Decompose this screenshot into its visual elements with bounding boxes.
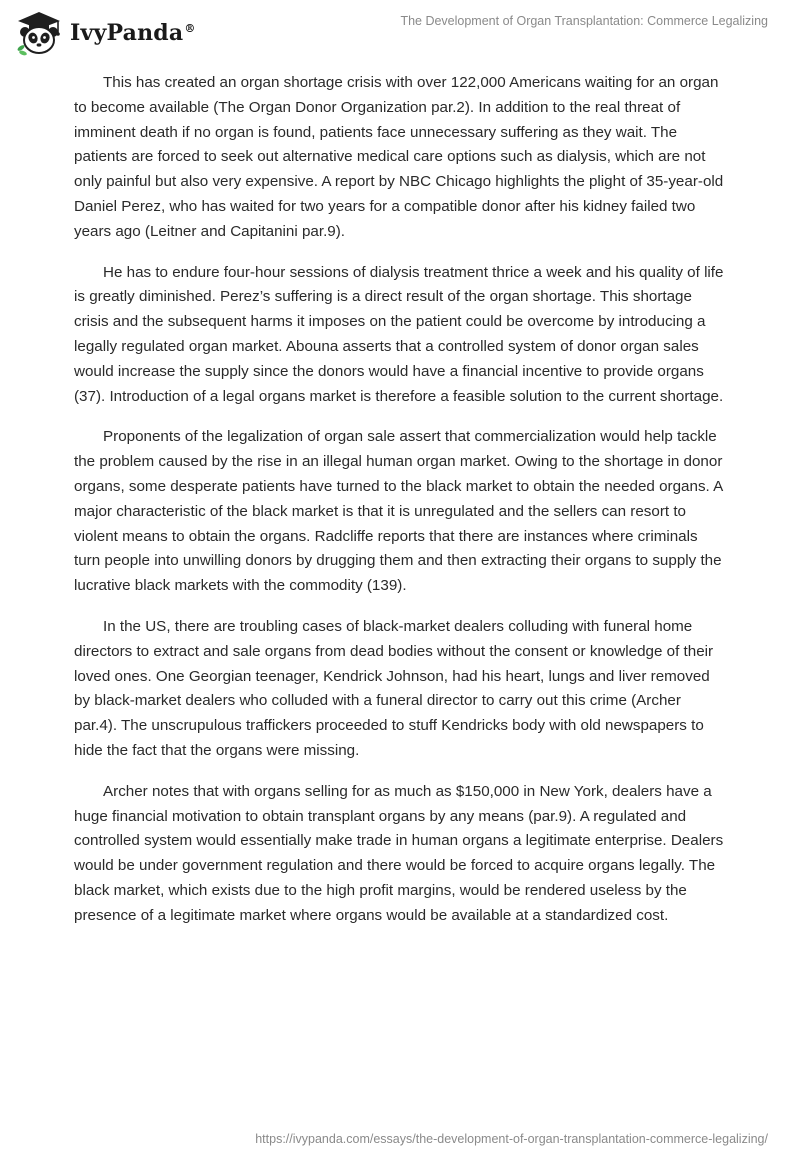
paragraph: He has to endure four-hour sessions of dialysis treatment thrice a week and his quality of life is greatly diminished. Perez’s suffering is a direct result of the organ shortage. This shortage crisis and the subsequent harms it imposes on the patient could be overcome by introducing a legally regulated organ market. Abouna asserts that a controlled system of donor organ sales would increase the supply since the donors would have a financial incentive to provide organs (37). Introduction of a legal organs market is therefore a feasible solution to the current shortage. [74, 263, 724, 405]
paragraph: This has created an organ shortage crisis with over 122,000 Americans waiting for an organ to become available (The Organ Donor Organization par.2). In addition to the real threat of imminent death if no organ is found, patients face unnecessary suffering as they wait. The patients are forced to seek out alternative medical care options such as dialysis, which are not only painful but also very expensive. A report by NBC Chicago highlights the plight of 35-year-old Daniel Perez, who has waited for two years for a compatible donor after his kidney failed two years ago (Leitner and Capitanini par.9). [74, 74, 724, 240]
paragraph: Archer notes that with organs selling for as much as $150,000 in New York, dealers have a huge financial motivation to obtain transplant organs by any means (par.9). A regulated and controlled system would essentially make trade in human organs a legitimate enterprise. Dealers would be under government regulation and there would be forced to acquire organs legally. The black market, which exists due to the high profit margins, would be rendered useless by the presence of a legitimate market where organs would be available at a standardized cost. [74, 782, 724, 924]
panda-graduation-cap-icon [14, 8, 64, 58]
page-header [0, 0, 800, 60]
essay-body [74, 71, 726, 945]
paragraph: In the US, there are troubling cases of black-market dealers colluding with funeral home directors to extract and sale organs from dead bodies without the consent or knowledge of their loved ones. One Georgian teenager, Kendrick Johnson, had his heart, lungs and liver removed by black-market dealers who colluded with a funeral director to carry out this crime (Archer par.4). The unscrupulous traffickers proceeded to stuff Kendricks body with old newspapers to hide the fact that the organs were missing. [74, 617, 714, 759]
brand-name: IvyPanda® [70, 20, 196, 46]
ivypanda-logo[interactable] [14, 8, 196, 58]
document-title: The Development of Organ Transplantation: Commerce Legalizing [400, 14, 768, 28]
source-url[interactable]: https://ivypanda.com/essays/the-development-of-organ-transplantation-commerce-legalizing/ [255, 1132, 768, 1146]
paragraph: Proponents of the legalization of organ sale assert that commercialization would help tackle the problem caused by the rise in an illegal human organ market. Owing to the shortage in donor organs, some desperate patients have turned to the black market to obtain the needed organs. A major characteristic of the black market is that it is unregulated and the sellers can resort to violent means to obtain the organs. Radcliffe reports that there are instances where criminals turn people into unwilling donors by drugging them and then extracting their organs to supply the lucrative black markets with the commodity (139). [74, 428, 723, 595]
